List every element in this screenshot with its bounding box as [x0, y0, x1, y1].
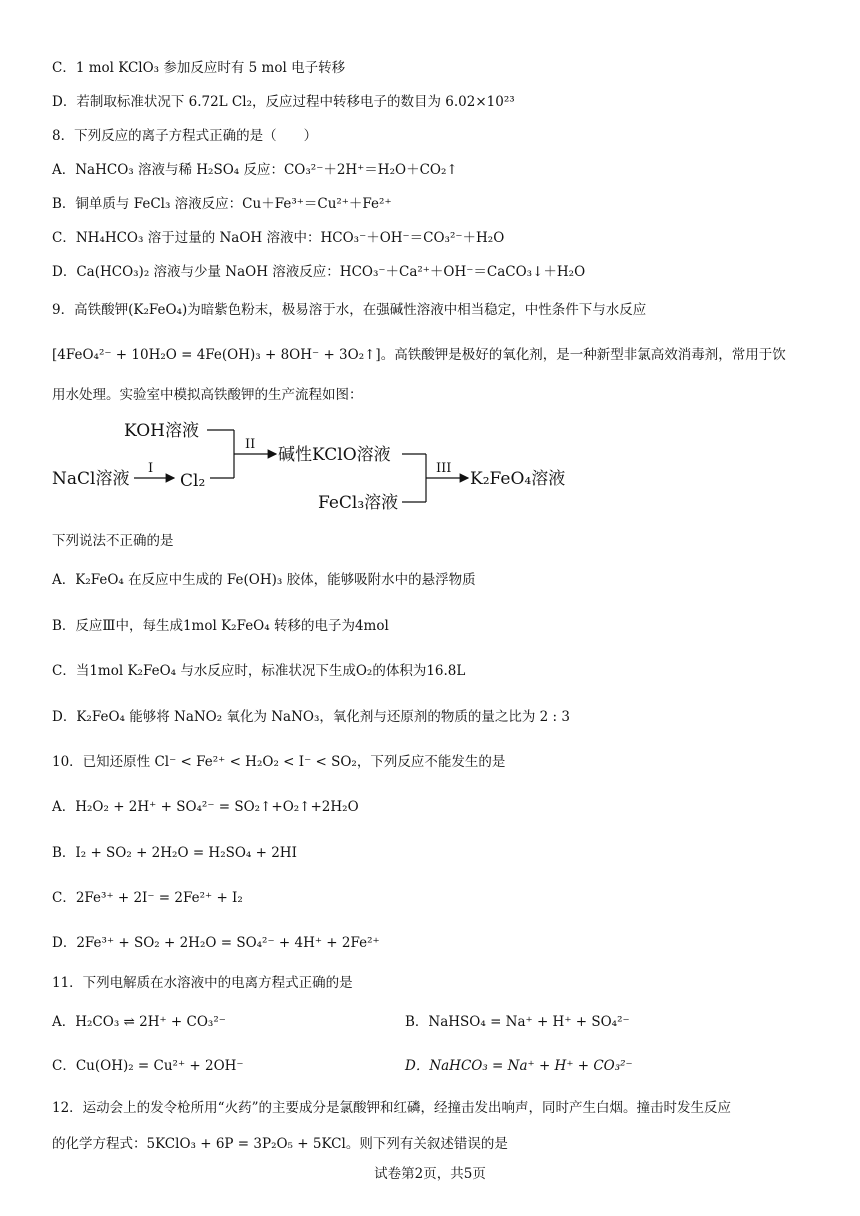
- flow-fecl3-label: FeCl₃溶液: [318, 493, 399, 513]
- k2feo4-process-flowchart: [50, 416, 590, 524]
- q11-options-row2: [52, 1056, 820, 1078]
- q9-stem-line3: 用水处理。实验室中模拟高铁酸钾的生产流程如图：: [52, 387, 363, 403]
- q9-option-d: D．K₂FeO₄ 能够将 NaNO₂ 氧化为 NaNO₃，氧化剂与还原剂的物质的量之比为 2 : 3: [52, 709, 570, 725]
- q10-option-c: C．2Fe³⁺ + 2I⁻ = 2Fe²⁺ + I₂: [52, 890, 243, 906]
- q11-options-row1: [52, 1012, 820, 1034]
- q9-question: 下列说法不正确的是: [52, 533, 174, 549]
- flow-product-label: K₂FeO₄溶液: [470, 469, 566, 489]
- page-footer: 试卷第2页，共5页: [374, 1166, 486, 1182]
- q8-stem: 8．下列反应的离子方程式正确的是（ ）: [52, 128, 318, 144]
- q12-stem-line2: 的化学方程式：5KClO₃ + 6P = 3P₂O₅ + 5KCl。则下列有关叙述错误的是: [52, 1136, 508, 1152]
- q9-option-b: B．反应Ⅲ中，每生成1mol K₂FeO₄ 转移的电子为4mol: [52, 618, 389, 634]
- q8-option-a: A．NaHCO₃ 溶液与稀 H₂SO₄ 反应：CO₃²⁻＋2H⁺＝H₂O＋CO₂↑: [52, 162, 458, 178]
- q8-option-d: D．Ca(HCO₃)₂ 溶液与少量 NaOH 溶液反应：HCO₃⁻＋Ca²⁺＋OH⁻＝CaCO₃↓＋H₂O: [52, 264, 586, 280]
- flow-koh-label: KOH溶液: [124, 421, 200, 441]
- q8-option-c: C．NH₄HCO₃ 溶于过量的 NaOH 溶液中：HCO₃⁻＋OH⁻＝CO₃²⁻＋H₂O: [52, 230, 505, 246]
- q9-option-c: C．当1mol K₂FeO₄ 与水反应时，标准状况下生成O₂的体积为16.8L: [52, 663, 466, 679]
- q11-stem: 11．下列电解质在水溶液中的电离方程式正确的是: [52, 975, 353, 991]
- flow-step-1-label: I: [148, 461, 154, 476]
- q10-option-b: B．I₂ + SO₂ + 2H₂O = H₂SO₄ + 2HI: [52, 845, 297, 861]
- q8-option-b: B．铜单质与 FeCl₃ 溶液反应：Cu＋Fe³⁺＝Cu²⁺＋Fe²⁺: [52, 196, 392, 212]
- q9-stem-line1: 9．高铁酸钾(K₂FeO₄)为暗紫色粉末，极易溶于水，在强碱性溶液中相当稳定，中性条件下与水反应: [52, 302, 647, 318]
- flow-nacl-label: NaCl溶液: [52, 469, 130, 489]
- q9-stem-line2: [4FeO₄²⁻ + 10H₂O = 4Fe(OH)₃ + 8OH⁻ + 3O₂↑]。高铁酸钾是极好的氧化剂，是一种新型非氯高效消毒剂，常用于饮: [52, 347, 786, 363]
- flow-step-2-label: II: [245, 437, 256, 452]
- q11-option-c: C．Cu(OH)₂ = Cu²⁺ + 2OH⁻: [52, 1058, 244, 1074]
- q10-stem: 10．已知还原性 Cl⁻ < Fe²⁺ < H₂O₂ < I⁻ < SO₂，下列反应不能发生的是: [52, 754, 506, 770]
- flow-cl2-label: Cl₂: [180, 471, 206, 491]
- q12-stem-line1: 12．运动会上的发令枪所用“火药”的主要成分是氯酸钾和红磷，经撞击发出响声，同时产生白烟。撞击时发生反应: [52, 1100, 731, 1116]
- flow-kclo-label: 碱性KClO溶液: [278, 445, 391, 465]
- q7-option-c: C．1 mol KClO₃ 参加反应时有 5 mol 电子转移: [52, 60, 346, 76]
- q9-option-a: A．K₂FeO₄ 在反应中生成的 Fe(OH)₃ 胶体，能够吸附水中的悬浮物质: [52, 572, 476, 588]
- q11-option-a: A．H₂CO₃ ⇌ 2H⁺ + CO₃²⁻: [52, 1014, 226, 1030]
- q7-option-d: D．若制取标准状况下 6.72L Cl₂，反应过程中转移电子的数目为 6.02×10²³: [52, 94, 515, 110]
- flow-step-3-label: III: [436, 461, 452, 476]
- q10-option-a: A．H₂O₂ + 2H⁺ + SO₄²⁻ = SO₂↑+O₂↑+2H₂O: [52, 799, 359, 815]
- q10-option-d: D．2Fe³⁺ + SO₂ + 2H₂O = SO₄²⁻ + 4H⁺ + 2Fe²⁺: [52, 935, 380, 951]
- q11-option-d: D．NaHCO₃ = Na⁺ + H⁺ + CO₃²⁻: [405, 1058, 633, 1074]
- q11-option-b: B．NaHSO₄ = Na⁺ + H⁺ + SO₄²⁻: [405, 1014, 630, 1030]
